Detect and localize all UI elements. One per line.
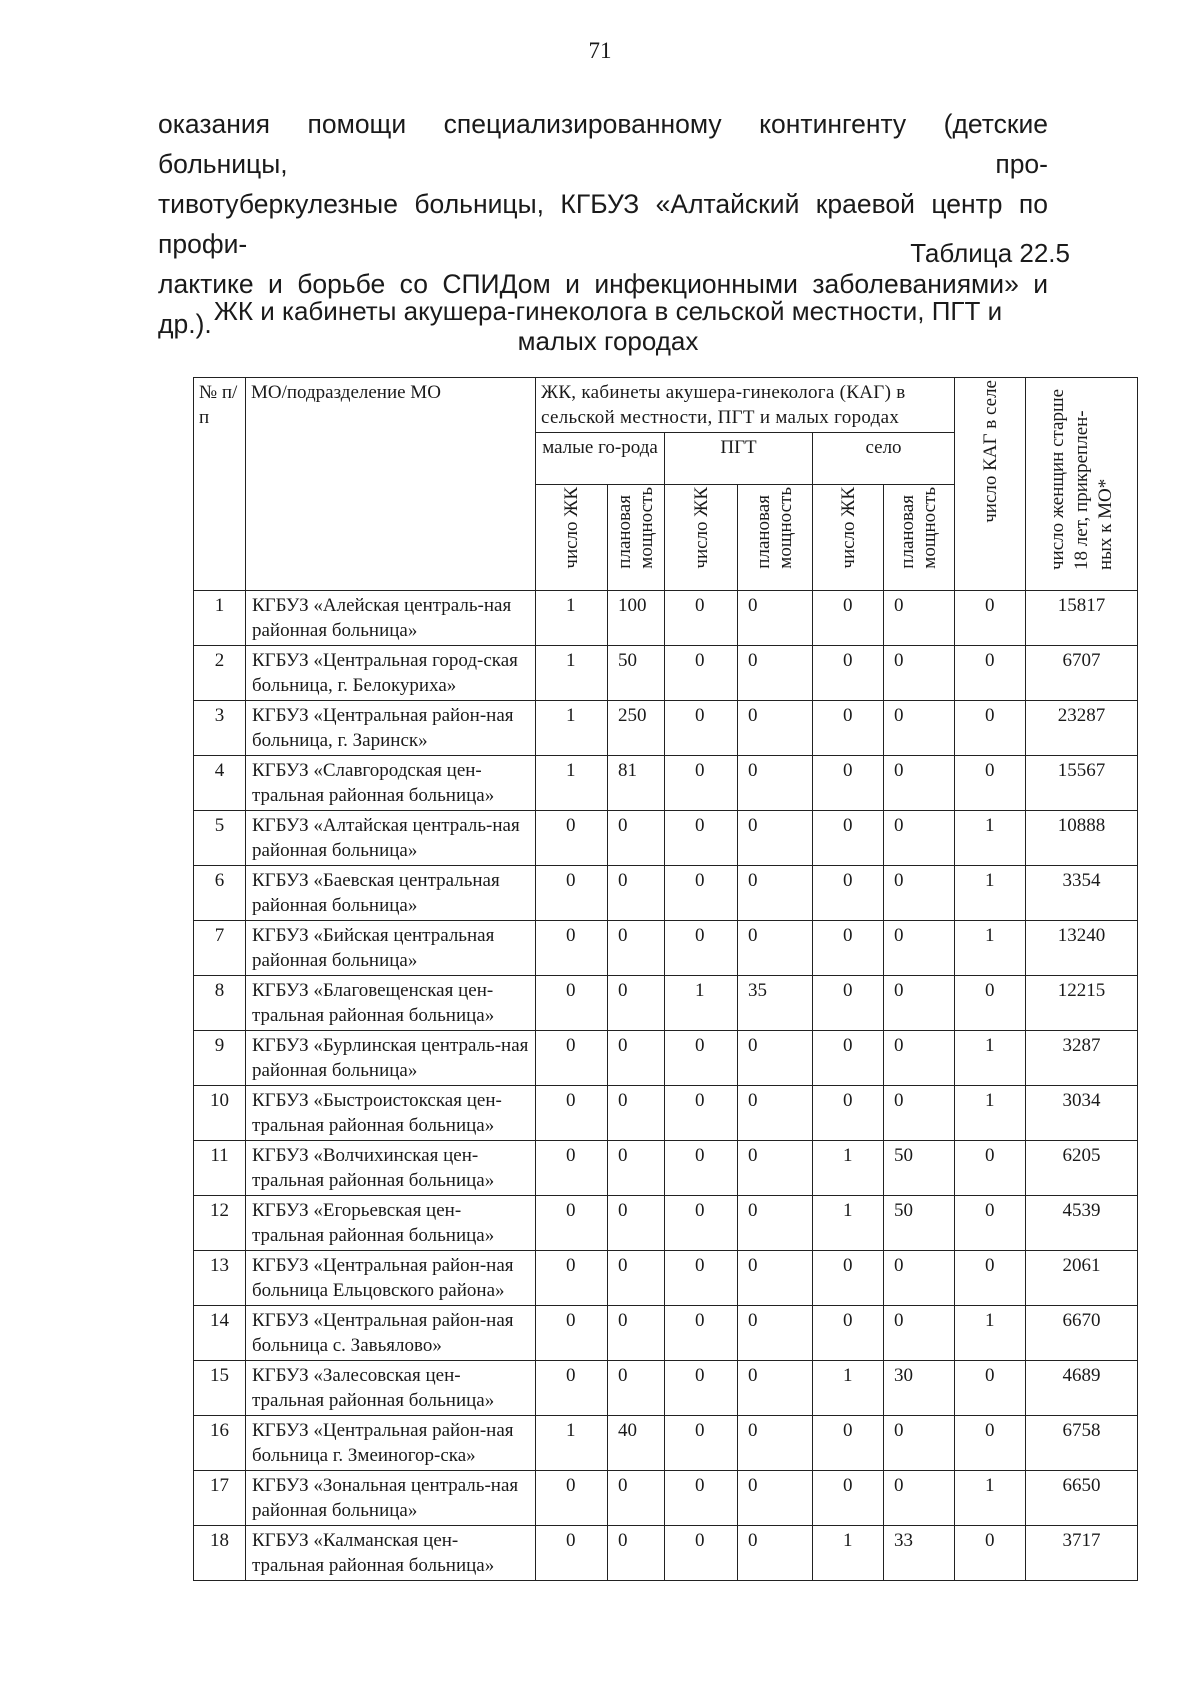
row-number: 18: [194, 1526, 246, 1581]
row-organization: КГБУЗ «Бийская центральная районная больница»: [246, 921, 536, 976]
pgt-zhk-count: 0: [665, 1196, 738, 1251]
women-count: 4539: [1026, 1196, 1138, 1251]
pgt-zhk-count: 0: [665, 1416, 738, 1471]
header-group: ЖК, кабинеты акушера-гинеколога (КАГ) в сельской местности, ПГТ и малых городах: [536, 378, 955, 433]
row-number: 11: [194, 1141, 246, 1196]
women-count: 15817: [1026, 591, 1138, 646]
village-capacity: 0: [884, 1471, 955, 1526]
pgt-capacity: 0: [738, 1526, 813, 1581]
count-zhk-label: число ЖК: [561, 487, 582, 569]
row-number: 17: [194, 1471, 246, 1526]
row-number: 3: [194, 701, 246, 756]
village-capacity: 30: [884, 1361, 955, 1416]
capacity-line: плановая: [753, 495, 774, 569]
row-organization: КГБУЗ «Быстроистокская цен-тральная районная больница»: [246, 1086, 536, 1141]
pgt-capacity: 0: [738, 701, 813, 756]
data-table: [193, 377, 1138, 1581]
village-zhk-count: 0: [813, 1251, 884, 1306]
small-town-zhk-count: 0: [536, 1361, 608, 1416]
village-zhk-count: 1: [813, 1526, 884, 1581]
small-town-capacity: 81: [608, 756, 665, 811]
row-organization: КГБУЗ «Алтайская централь-ная районная больница»: [246, 811, 536, 866]
women-count: 15567: [1026, 756, 1138, 811]
pgt-capacity: 0: [738, 591, 813, 646]
table-row: [194, 1031, 1138, 1086]
header-count-zhk-village: [813, 485, 884, 591]
small-town-zhk-count: 1: [536, 646, 608, 701]
table-row: [194, 1471, 1138, 1526]
table-row: [194, 921, 1138, 976]
women-count: 6650: [1026, 1471, 1138, 1526]
header-women-line: ных к МО*: [1094, 478, 1116, 570]
small-town-zhk-count: 0: [536, 1086, 608, 1141]
village-capacity: 0: [884, 921, 955, 976]
header-women-label: [1046, 380, 1118, 570]
header-mo: МО/подразделение МО: [246, 378, 536, 591]
table-title-line: малых городах: [517, 326, 699, 356]
village-kag-count: 0: [955, 591, 1026, 646]
small-town-zhk-count: 0: [536, 1031, 608, 1086]
women-count: 3354: [1026, 866, 1138, 921]
women-count: 12215: [1026, 976, 1138, 1031]
count-zhk-label: число ЖК: [690, 487, 712, 569]
small-town-zhk-count: 0: [536, 866, 608, 921]
women-count: 10888: [1026, 811, 1138, 866]
small-town-capacity: 0: [608, 1031, 665, 1086]
pgt-zhk-count: 0: [665, 1306, 738, 1361]
pgt-zhk-count: 0: [665, 866, 738, 921]
capacity-line: мощность: [775, 487, 796, 569]
row-organization: КГБУЗ «Центральная район-ная больница с. Завьялово»: [246, 1306, 536, 1361]
small-town-zhk-count: 0: [536, 976, 608, 1031]
row-organization: КГБУЗ «Центральная район-ная больница г. Змеиногор-ска»: [246, 1416, 536, 1471]
row-organization: КГБУЗ «Центральная район-ная больница Ельцовского района»: [246, 1251, 536, 1306]
women-count: 3287: [1026, 1031, 1138, 1086]
header-kag-village: [955, 378, 1026, 591]
table-row: [194, 866, 1138, 921]
intro-line: тивотуберкулезные больницы, КГБУЗ «Алтайский краевой центр по профи-: [158, 189, 1048, 259]
women-count: 6670: [1026, 1306, 1138, 1361]
village-kag-count: 1: [955, 866, 1026, 921]
women-count: 13240: [1026, 921, 1138, 976]
small-town-capacity: 0: [608, 1306, 665, 1361]
women-count: 23287: [1026, 701, 1138, 756]
village-kag-count: 1: [955, 921, 1026, 976]
table-body: [194, 591, 1138, 1581]
small-town-capacity: 0: [608, 1086, 665, 1141]
village-kag-count: 1: [955, 1306, 1026, 1361]
row-number: 15: [194, 1361, 246, 1416]
village-kag-count: 1: [955, 1471, 1026, 1526]
pgt-zhk-count: 0: [665, 1251, 738, 1306]
women-count: 3717: [1026, 1526, 1138, 1581]
small-town-zhk-count: 0: [536, 1526, 608, 1581]
row-organization: КГБУЗ «Славгородская цен-тральная районная больница»: [246, 756, 536, 811]
pgt-capacity: 0: [738, 921, 813, 976]
village-capacity: 0: [884, 591, 955, 646]
village-zhk-count: 0: [813, 1416, 884, 1471]
row-organization: КГБУЗ «Алейская централь-ная районная больница»: [246, 591, 536, 646]
small-town-capacity: 0: [608, 921, 665, 976]
village-capacity: 0: [884, 811, 955, 866]
small-town-zhk-count: 0: [536, 921, 608, 976]
village-zhk-count: 0: [813, 866, 884, 921]
village-capacity: 0: [884, 646, 955, 701]
village-zhk-count: 1: [813, 1196, 884, 1251]
row-number: 9: [194, 1031, 246, 1086]
village-zhk-count: 0: [813, 1086, 884, 1141]
pgt-zhk-count: 0: [665, 1471, 738, 1526]
row-organization: КГБУЗ «Благовещенская цен-тральная районная больница»: [246, 976, 536, 1031]
small-town-zhk-count: 1: [536, 756, 608, 811]
capacity-label: [897, 487, 941, 569]
village-kag-count: 0: [955, 1141, 1026, 1196]
table-label: Таблица 22.5: [910, 238, 1070, 268]
small-town-zhk-count: 1: [536, 701, 608, 756]
village-zhk-count: 1: [813, 1361, 884, 1416]
village-kag-count: 0: [955, 1416, 1026, 1471]
pgt-zhk-count: 0: [665, 756, 738, 811]
row-number: 6: [194, 866, 246, 921]
table-title-line: ЖК и кабинеты акушера-гинеколога в сельской местности, ПГТ и: [213, 296, 1003, 326]
table-row: [194, 1086, 1138, 1141]
capacity-label: [614, 487, 658, 569]
village-kag-count: 0: [955, 756, 1026, 811]
pgt-capacity: 0: [738, 1086, 813, 1141]
pgt-capacity: 0: [738, 1141, 813, 1196]
row-organization: КГБУЗ «Залесовская цен-тральная районная больница»: [246, 1361, 536, 1416]
small-town-capacity: 50: [608, 646, 665, 701]
village-capacity: 0: [884, 1416, 955, 1471]
table-title: [158, 296, 1058, 356]
table-row: [194, 1251, 1138, 1306]
row-number: 1: [194, 591, 246, 646]
pgt-zhk-count: 0: [665, 1086, 738, 1141]
header-capacity-village: [884, 485, 955, 591]
small-town-capacity: 0: [608, 811, 665, 866]
capacity-line: плановая: [614, 495, 635, 569]
capacity-line: мощность: [636, 487, 657, 569]
women-count: 6205: [1026, 1141, 1138, 1196]
header-women-line: число женщин старше: [1046, 388, 1068, 570]
header-num: № п/п: [194, 378, 246, 591]
table-row: [194, 646, 1138, 701]
row-number: 12: [194, 1196, 246, 1251]
capacity-label: [753, 487, 797, 569]
village-capacity: 33: [884, 1526, 955, 1581]
row-organization: КГБУЗ «Волчихинская цен-тральная районная больница»: [246, 1141, 536, 1196]
row-number: 16: [194, 1416, 246, 1471]
pgt-zhk-count: 0: [665, 1141, 738, 1196]
women-count: 4689: [1026, 1361, 1138, 1416]
village-kag-count: 0: [955, 1251, 1026, 1306]
header-women: [1026, 378, 1138, 591]
row-organization: КГБУЗ «Центральная город-ская больница, г. Белокуриха»: [246, 646, 536, 701]
table-row: [194, 701, 1138, 756]
small-town-capacity: 0: [608, 976, 665, 1031]
row-organization: КГБУЗ «Баевская центральная районная больница»: [246, 866, 536, 921]
village-kag-count: 0: [955, 701, 1026, 756]
small-town-capacity: 100: [608, 591, 665, 646]
pgt-zhk-count: 0: [665, 701, 738, 756]
table-row: [194, 1526, 1138, 1581]
pgt-zhk-count: 0: [665, 646, 738, 701]
small-town-zhk-count: 0: [536, 1306, 608, 1361]
capacity-line: плановая: [897, 495, 919, 569]
village-zhk-count: 0: [813, 921, 884, 976]
village-kag-count: 1: [955, 811, 1026, 866]
pgt-zhk-count: 0: [665, 1526, 738, 1581]
village-zhk-count: 0: [813, 756, 884, 811]
women-count: 2061: [1026, 1251, 1138, 1306]
table-row: [194, 1141, 1138, 1196]
village-kag-count: 0: [955, 646, 1026, 701]
row-organization: КГБУЗ «Зональная централь-ная районная больница»: [246, 1471, 536, 1526]
intro-line: лактике и борьбе со СПИДом и инфекционными заболеваниями» и др.).: [158, 269, 1048, 339]
header-pgt: ПГТ: [665, 433, 813, 485]
pgt-capacity: 0: [738, 1196, 813, 1251]
small-town-zhk-count: 1: [536, 591, 608, 646]
village-kag-count: 1: [955, 1031, 1026, 1086]
pgt-zhk-count: 0: [665, 1031, 738, 1086]
village-capacity: 50: [884, 1196, 955, 1251]
header-kag-village-label: число КАГ в селе: [979, 380, 1001, 523]
village-kag-count: 0: [955, 1361, 1026, 1416]
small-town-capacity: 0: [608, 866, 665, 921]
pgt-zhk-count: 0: [665, 591, 738, 646]
pgt-zhk-count: 0: [665, 921, 738, 976]
pgt-capacity: 0: [738, 1361, 813, 1416]
row-number: 14: [194, 1306, 246, 1361]
header-capacity-small: [608, 485, 665, 591]
village-capacity: 0: [884, 1306, 955, 1361]
village-capacity: 0: [884, 866, 955, 921]
village-capacity: 0: [884, 1086, 955, 1141]
small-town-zhk-count: 1: [536, 1416, 608, 1471]
row-number: 7: [194, 921, 246, 976]
row-organization: КГБУЗ «Центральная район-ная больница, г. Заринск»: [246, 701, 536, 756]
pgt-capacity: 0: [738, 811, 813, 866]
small-town-capacity: 0: [608, 1251, 665, 1306]
women-count: 6758: [1026, 1416, 1138, 1471]
table-row: [194, 976, 1138, 1031]
village-capacity: 0: [884, 756, 955, 811]
header-count-zhk-small: [536, 485, 608, 591]
row-number: 13: [194, 1251, 246, 1306]
table-row: [194, 1361, 1138, 1416]
village-zhk-count: 0: [813, 646, 884, 701]
small-town-zhk-count: 0: [536, 1196, 608, 1251]
table-row: [194, 1306, 1138, 1361]
village-zhk-count: 0: [813, 976, 884, 1031]
row-number: 4: [194, 756, 246, 811]
pgt-capacity: 0: [738, 1306, 813, 1361]
small-town-capacity: 0: [608, 1526, 665, 1581]
row-organization: КГБУЗ «Егорьевская цен-тральная районная больница»: [246, 1196, 536, 1251]
header-women-line: 18 лет, прикреплен-: [1070, 410, 1092, 570]
row-organization: КГБУЗ «Бурлинская централь-ная районная больница»: [246, 1031, 536, 1086]
pgt-capacity: 35: [738, 976, 813, 1031]
small-town-capacity: 40: [608, 1416, 665, 1471]
pgt-zhk-count: 1: [665, 976, 738, 1031]
page-number: 71: [588, 38, 612, 63]
village-kag-count: 1: [955, 1086, 1026, 1141]
village-capacity: 0: [884, 976, 955, 1031]
row-number: 10: [194, 1086, 246, 1141]
small-town-capacity: 0: [608, 1196, 665, 1251]
table-row: [194, 591, 1138, 646]
pgt-capacity: 0: [738, 1416, 813, 1471]
village-zhk-count: 0: [813, 701, 884, 756]
row-organization: КГБУЗ «Калманская цен-тральная районная больница»: [246, 1526, 536, 1581]
pgt-capacity: 0: [738, 756, 813, 811]
village-capacity: 0: [884, 1031, 955, 1086]
header-count-zhk-pgt: [665, 485, 738, 591]
row-number: 5: [194, 811, 246, 866]
village-kag-count: 0: [955, 976, 1026, 1031]
small-town-capacity: 0: [608, 1471, 665, 1526]
count-zhk-label: число ЖК: [837, 487, 859, 569]
small-town-zhk-count: 0: [536, 1141, 608, 1196]
small-town-capacity: 250: [608, 701, 665, 756]
pgt-capacity: 0: [738, 866, 813, 921]
village-zhk-count: 0: [813, 1306, 884, 1361]
village-kag-count: 0: [955, 1526, 1026, 1581]
capacity-line: мощность: [919, 487, 941, 569]
row-number: 2: [194, 646, 246, 701]
village-zhk-count: 0: [813, 1471, 884, 1526]
women-count: 3034: [1026, 1086, 1138, 1141]
village-zhk-count: 1: [813, 1141, 884, 1196]
pgt-capacity: 0: [738, 1471, 813, 1526]
row-number: 8: [194, 976, 246, 1031]
table-row: [194, 1196, 1138, 1251]
women-count: 6707: [1026, 646, 1138, 701]
header-capacity-pgt: [738, 485, 813, 591]
village-zhk-count: 0: [813, 1031, 884, 1086]
small-town-capacity: 0: [608, 1141, 665, 1196]
intro-line: оказания помощи специализированному контингенту (детские больницы, про-: [158, 109, 1048, 179]
village-zhk-count: 0: [813, 591, 884, 646]
pgt-zhk-count: 0: [665, 1361, 738, 1416]
village-capacity: 0: [884, 701, 955, 756]
small-town-capacity: 0: [608, 1361, 665, 1416]
small-town-zhk-count: 0: [536, 1471, 608, 1526]
table-row: [194, 1416, 1138, 1471]
header-village: село: [813, 433, 955, 485]
small-town-zhk-count: 0: [536, 1251, 608, 1306]
table-header: [194, 378, 1138, 591]
village-capacity: 0: [884, 1251, 955, 1306]
village-kag-count: 0: [955, 1196, 1026, 1251]
village-zhk-count: 0: [813, 811, 884, 866]
pgt-zhk-count: 0: [665, 811, 738, 866]
small-town-zhk-count: 0: [536, 811, 608, 866]
village-capacity: 50: [884, 1141, 955, 1196]
table-row: [194, 811, 1138, 866]
table-row: [194, 756, 1138, 811]
header-small-towns: малые го-рода: [536, 433, 665, 485]
pgt-capacity: 0: [738, 646, 813, 701]
pgt-capacity: 0: [738, 1031, 813, 1086]
pgt-capacity: 0: [738, 1251, 813, 1306]
